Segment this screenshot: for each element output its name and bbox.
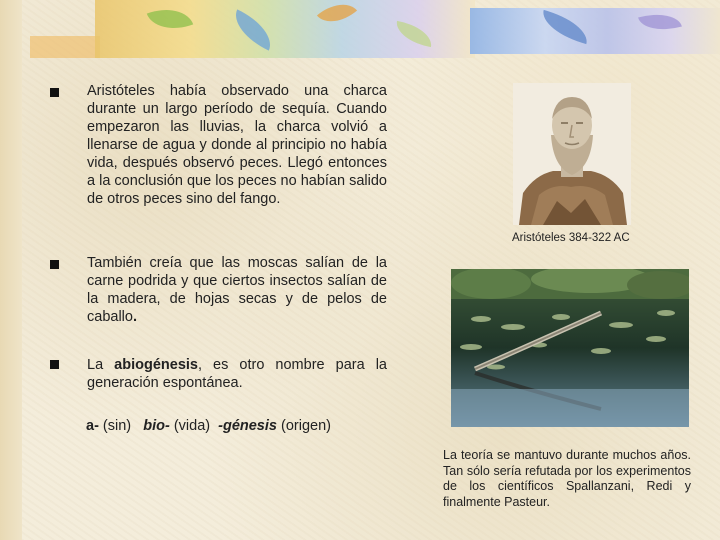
bullet-text-aristotle-pond: Aristóteles había observado una charca durante un largo período de sequía. Cuando empezaron las lluvias, la charca volvió a llenarse de agua y donde al principio no había vida, después observó peces. Llegó entonces a la conclusión que los peces no habían salido de otros peces sino del fango. xyxy=(87,83,387,207)
bullet-marker xyxy=(50,360,59,369)
bullet-text-flies: También creía que las moscas salían de la carne podrida y que ciertos insectos salían de la madera, de hojas secas y de pelos de caballo. xyxy=(87,255,387,325)
bullet-marker xyxy=(50,260,59,269)
aristotle-bust-image xyxy=(513,83,631,225)
decorative-banner xyxy=(0,0,720,66)
left-border xyxy=(0,0,22,540)
pond-photo xyxy=(451,269,689,427)
etymology-line: a- (sin) bio- (vida) -génesis (origen) xyxy=(86,418,331,434)
bullet-marker xyxy=(50,88,59,97)
refutation-note: La teoría se mantuvo durante muchos años. Tan sólo sería refutada por los experimentos de los científicos Spallanzani, Redi y finalmente Pasteur. xyxy=(443,448,691,509)
bullet-text-abiogenesis: La abiogénesis, es otro nombre para la generación espontánea. xyxy=(87,357,387,391)
portrait-caption: Aristóteles 384-322 AC xyxy=(512,232,630,244)
